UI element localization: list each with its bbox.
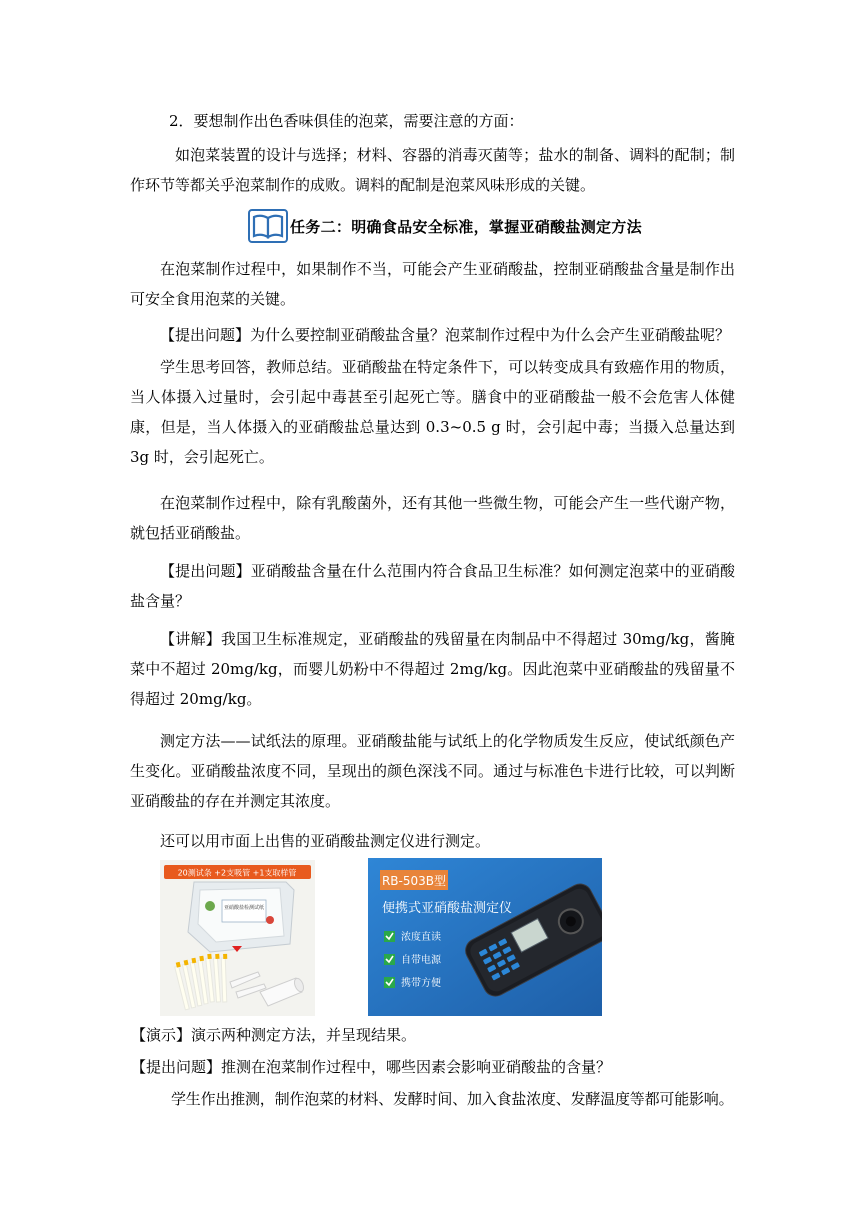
paragraph-10: 还可以用市面上出售的亚硝酸盐测定仪进行测定。 (160, 832, 491, 850)
task-heading (248, 207, 642, 245)
paragraph-12: 【提出问题】推测在泡菜制作过程中，哪些因素会影响亚硝酸盐的含量？ (131, 1058, 612, 1076)
meter-title: 便携式亚硝酸盐测定仪 (382, 901, 513, 916)
open-book-icon (248, 209, 288, 243)
paragraph-9: 测定方法——试纸法的原理。亚硝酸盐能与试纸上的化学物质发生反应，使试纸颜色产生变化。亚硝酸盐浓度不同，呈现出的颜色深浅不同。通过与标准色卡进行比较，可以判断亚硝酸盐的存在并测定其浓度。 (130, 732, 735, 810)
task-heading-text: 任务二：明确食品安全标准，掌握亚硝酸盐测定方法 (290, 217, 642, 236)
paragraph-8: 【讲解】我国卫生标准规定，亚硝酸盐的残留量在肉制品中不得超过 30mg/kg，酱腌菜中不超过 20mg/kg，而婴儿奶粉中不得超过 2mg/kg。因此泡菜中亚硝酸盐的残留量不得超过 20mg/kg。 (130, 630, 735, 708)
test-strip-kit-illustration (160, 860, 315, 1016)
paragraph-7: 【提出问题】亚硝酸盐含量在什么范围内符合食品卫生标准？如何测定泡菜中的亚硝酸盐含量？ (130, 562, 735, 610)
kit-package-label: 亚硝酸盐检测试纸 (223, 905, 265, 911)
meter-feature-3: 携带方便 (401, 978, 441, 989)
meter-feature-1: 浓度直读 (401, 932, 441, 943)
nitrite-meter-image (368, 858, 602, 1016)
kit-banner-text: 20测试条 +2支吸管 +1支取样管 (177, 868, 297, 878)
nitrite-meter-illustration (368, 858, 602, 1016)
paragraph-1: 2．要想制作出色香味俱佳的泡菜，需要注意的方面： (169, 112, 524, 130)
meter-feature-2: 自带电源 (401, 955, 441, 966)
paragraph-3: 在泡菜制作过程中，如果制作不当，可能会产生亚硝酸盐，控制亚硝酸盐含量是制作出可安全食用泡菜的关键。 (130, 260, 735, 308)
paragraph-2: 如泡菜装置的设计与选择；材料、容器的消毒灭菌等；盐水的制备、调料的配制；制作环节等都关乎泡菜制作的成败。调料的配制是泡菜风味形成的关键。 (130, 146, 735, 194)
meter-model-badge: RB-503B型 (381, 874, 447, 888)
paragraph-6: 在泡菜制作过程中，除有乳酸菌外，还有其他一些微生物，可能会产生一些代谢产物，就包括亚硝酸盐。 (130, 494, 735, 542)
test-strip-kit-image (160, 860, 315, 1016)
paragraph-5: 学生思考回答，教师总结。亚硝酸盐在特定条件下，可以转变成具有致癌作用的物质，当人体摄入过量时，会引起中毒甚至引起死亡等。膳食中的亚硝酸盐一般不会危害人体健康，但是，当人体摄入的亚硝酸盐总量达到 0.3~0.5 g 时，会引起中毒；当摄入总量达到 3g 时，会引起死亡。 (130, 358, 735, 466)
paragraph-11: 【演示】演示两种测定方法，并呈现结果。 (131, 1026, 417, 1044)
paragraph-13: 学生作出推测，制作泡菜的材料、发酵时间、加入食盐浓度、发酵温度等都可能影响。 (171, 1090, 734, 1108)
paragraph-4: 【提出问题】为什么要控制亚硝酸盐含量？泡菜制作过程中为什么会产生亚硝酸盐呢？ (160, 326, 731, 344)
